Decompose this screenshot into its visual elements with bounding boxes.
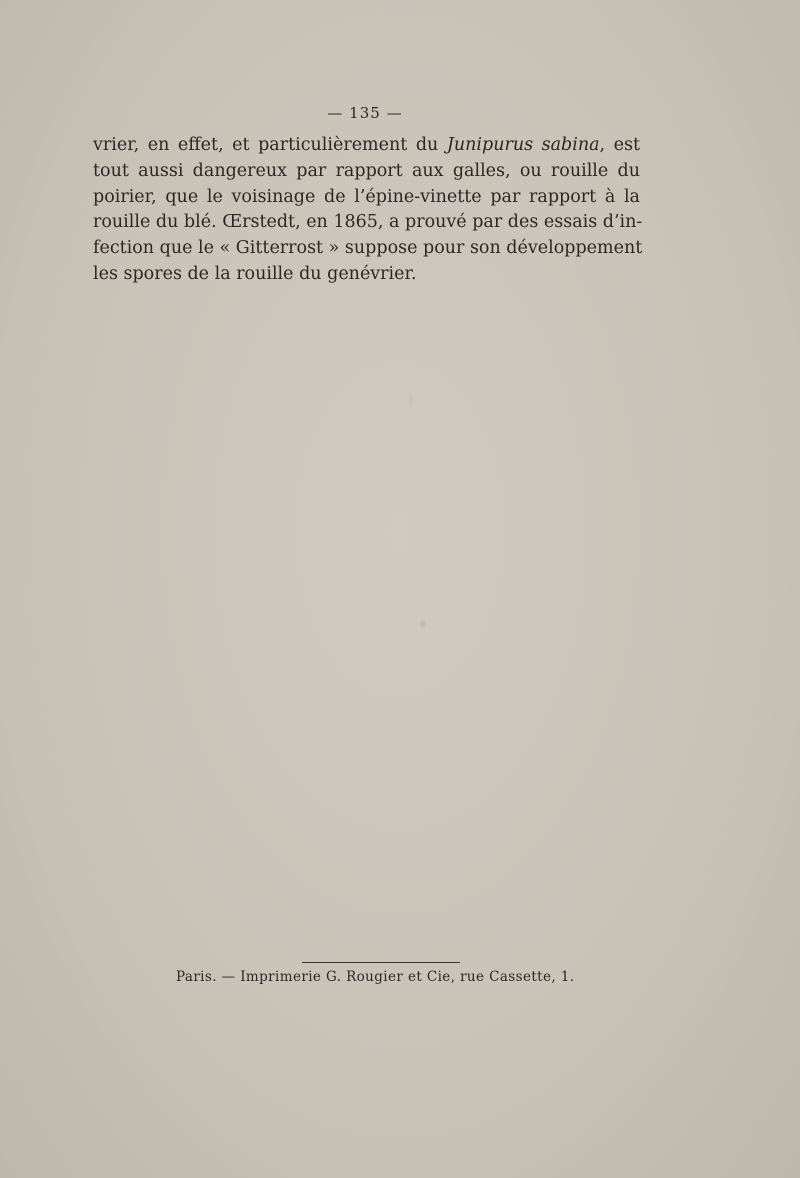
text-line: rouille du blé. Œrstedt, en 1865, a prouvé par des essais d’in- [93, 212, 643, 233]
text-line: tout aussi dangereux par rapport aux galles, ou rouille du [93, 160, 640, 181]
text-line: fection que le « Gitterrost » suppose pour son développement [93, 238, 643, 259]
paper-stain [420, 620, 426, 628]
printer-imprint: Paris. — Imprimerie G. Rougier et Cie, rue Cassette, 1. [176, 969, 575, 985]
text-line: vrier, en effet, et particulièrement du Junipurus sabina, est [93, 135, 641, 155]
body-paragraph [93, 133, 643, 288]
text-line: les spores de la rouille du genévrier. [93, 263, 417, 284]
footer-rule [302, 962, 460, 963]
paper-stain [410, 395, 412, 405]
text-line: poirier, que le voisinage de l’épine-vinette par rapport à la [93, 186, 640, 207]
page-number: — 135 — [327, 104, 403, 122]
